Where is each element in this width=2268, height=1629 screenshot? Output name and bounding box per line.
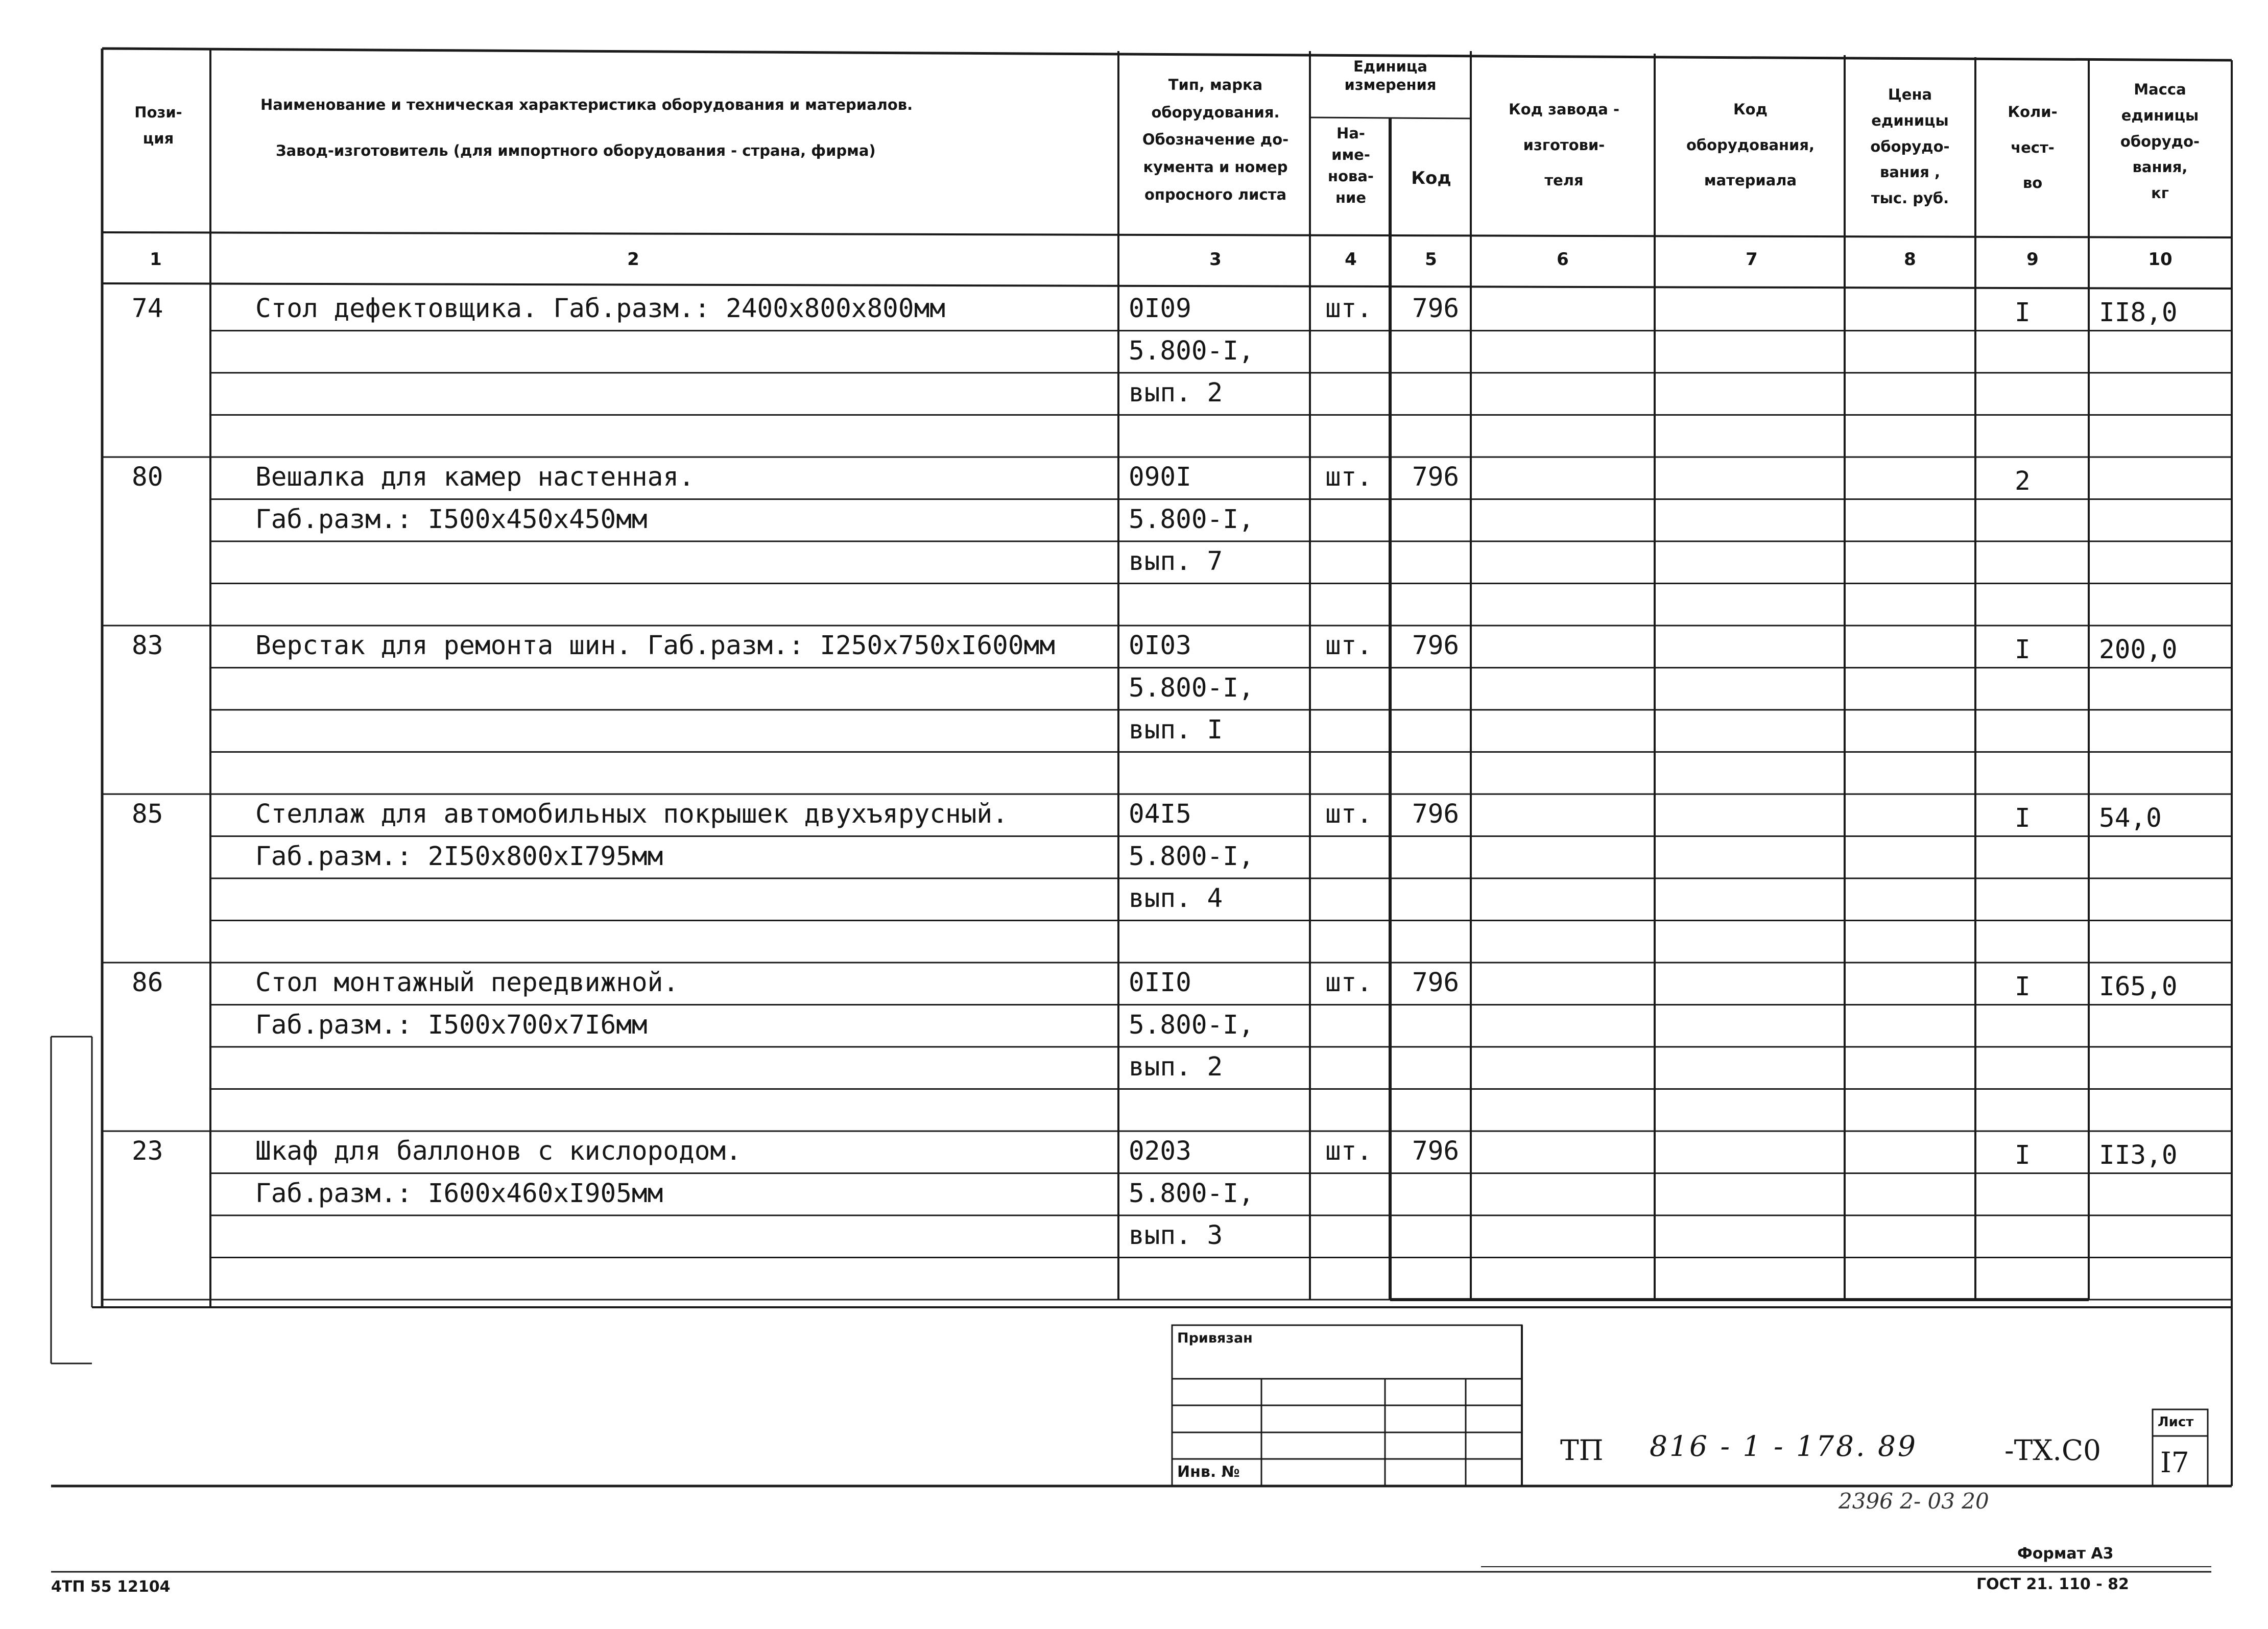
item-quantity: I xyxy=(2015,972,2031,1002)
item-unit-code: 796 xyxy=(1412,462,1460,492)
item-quantity: I xyxy=(2015,1140,2031,1170)
item-mass: II3,0 xyxy=(2099,1140,2178,1170)
item-issue: вып. 2 xyxy=(1129,1052,1223,1082)
header-mass: Масса единицы оборудо- вания, кг xyxy=(2120,81,2200,202)
item-name: Вешалка для камер настенная. xyxy=(255,462,695,492)
item-type-mark: 04I5 xyxy=(1129,799,1191,829)
item-unit-code: 796 xyxy=(1412,631,1460,661)
column-number: 7 xyxy=(1746,249,1758,270)
header-unit: Единица измерения xyxy=(1344,58,1437,94)
item-dimensions: Габ.разм.: I500х450х450мм xyxy=(255,504,648,535)
column-number: 9 xyxy=(2026,249,2039,270)
item-name: Шкаф для баллонов с кислородом. xyxy=(255,1136,742,1166)
header-factory-code: Код завода - изготови- теля xyxy=(1509,101,1619,189)
item-quantity: I xyxy=(2015,803,2031,833)
column-number: 8 xyxy=(1904,249,1916,270)
item-unit-name: шт. xyxy=(1325,294,1373,324)
item-quantity: I xyxy=(2015,298,2031,328)
header-price: Цена единицы оборудо- вания , тыс. руб. xyxy=(1870,86,1950,207)
column-number: 1 xyxy=(150,249,162,270)
item-dimensions: Габ.разм.: I500х700х7I6мм xyxy=(255,1010,648,1040)
item-unit-code: 796 xyxy=(1412,799,1460,829)
item-mass: II8,0 xyxy=(2099,298,2178,328)
item-name: Верстак для ремонта шин. Габ.разм.: I250х750хI600мм xyxy=(255,631,1055,661)
column-number: 10 xyxy=(2148,249,2172,270)
item-dimensions: Габ.разм.: 2I50х800хI795мм xyxy=(255,841,663,872)
item-type-mark: 0I09 xyxy=(1129,294,1191,324)
item-document: 5.800-I, xyxy=(1129,1010,1254,1040)
header-equipment-code: Код оборудования, материала xyxy=(1686,101,1815,189)
item-position: 23 xyxy=(132,1136,163,1166)
stamp-inventory-label: Инв. № xyxy=(1177,1463,1240,1481)
item-unit-name: шт. xyxy=(1325,1136,1373,1166)
column-number: 2 xyxy=(627,249,639,270)
item-unit-code: 796 xyxy=(1412,968,1460,998)
item-issue: вып. 2 xyxy=(1129,378,1223,408)
item-type-mark: 0I03 xyxy=(1129,631,1191,661)
footer-gost: ГОСТ 21. 110 - 82 xyxy=(1976,1575,2129,1593)
item-type-mark: 0203 xyxy=(1129,1136,1191,1166)
item-mass: 200,0 xyxy=(2099,635,2178,665)
item-name: Стеллаж для автомобильных покрышек двухъярусный. xyxy=(255,799,1008,829)
item-unit-name: шт. xyxy=(1325,462,1373,492)
stamp-section: -ТХ.С0 xyxy=(2004,1434,2101,1467)
item-unit-name: шт. xyxy=(1325,968,1373,998)
stamp-privyazan-label: Привязан xyxy=(1177,1330,1253,1346)
item-position: 85 xyxy=(132,799,163,829)
item-unit-code: 796 xyxy=(1412,1136,1460,1166)
item-dimensions: Габ.разм.: I600х460хI905мм xyxy=(255,1178,663,1209)
column-number: 4 xyxy=(1345,249,1357,270)
item-position: 80 xyxy=(132,462,163,492)
item-document: 5.800-I, xyxy=(1129,1178,1254,1209)
item-issue: вып. 3 xyxy=(1129,1220,1223,1251)
item-document: 5.800-I, xyxy=(1129,841,1254,872)
header-position: Пози- ция xyxy=(134,104,182,147)
item-position: 86 xyxy=(132,968,163,998)
header-unit-code: Код xyxy=(1411,168,1451,188)
item-document: 5.800-I, xyxy=(1129,673,1254,703)
item-quantity: I xyxy=(2015,635,2031,665)
item-position: 83 xyxy=(132,631,163,661)
stamp-project-number: 816 - 1 - 178. 89 xyxy=(1650,1430,1918,1463)
item-position: 74 xyxy=(132,294,163,324)
stamp-tp: ТП xyxy=(1560,1434,1604,1467)
footer-format: Формат А3 xyxy=(2017,1545,2114,1563)
header-quantity: Коли- чест- во xyxy=(2008,103,2058,192)
item-mass: 54,0 xyxy=(2099,803,2162,833)
item-type-mark: 090I xyxy=(1129,462,1191,492)
column-number: 6 xyxy=(1557,249,1569,270)
header-unit-name: На- име- нова- ние xyxy=(1328,125,1374,207)
item-issue: вып. 4 xyxy=(1129,883,1223,914)
item-unit-name: шт. xyxy=(1325,631,1373,661)
column-number: 3 xyxy=(1209,249,1222,270)
stamp-sheet-number: I7 xyxy=(2160,1446,2189,1479)
item-unit-name: шт. xyxy=(1325,799,1373,829)
stamp-sheet-label: Лист xyxy=(2158,1415,2194,1430)
handwritten-note: 2396 2- 03 20 xyxy=(1839,1489,1989,1514)
column-number: 5 xyxy=(1425,249,1437,270)
item-issue: вып. I xyxy=(1129,715,1223,745)
item-document: 5.800-I, xyxy=(1129,336,1254,366)
item-type-mark: 0II0 xyxy=(1129,968,1191,998)
header-name-line1: Наименование и техническая характеристика оборудования и материалов. xyxy=(260,96,913,113)
item-name: Стол дефектовщика. Габ.разм.: 2400х800х800мм xyxy=(255,294,946,324)
item-name: Стол монтажный передвижной. xyxy=(255,968,679,998)
item-unit-code: 796 xyxy=(1412,294,1460,324)
item-document: 5.800-I, xyxy=(1129,504,1254,535)
item-issue: вып. 7 xyxy=(1129,546,1223,577)
item-mass: I65,0 xyxy=(2099,972,2178,1002)
footer-left-code: 4ТП 55 12104 xyxy=(51,1578,171,1596)
header-name-line2: Завод-изготовитель (для импортного оборудования - страна, фирма) xyxy=(276,142,876,159)
header-type: Тип, марка оборудования. Обозначение до- кумента и номер опросного листа xyxy=(1142,76,1289,203)
item-quantity: 2 xyxy=(2015,466,2031,496)
